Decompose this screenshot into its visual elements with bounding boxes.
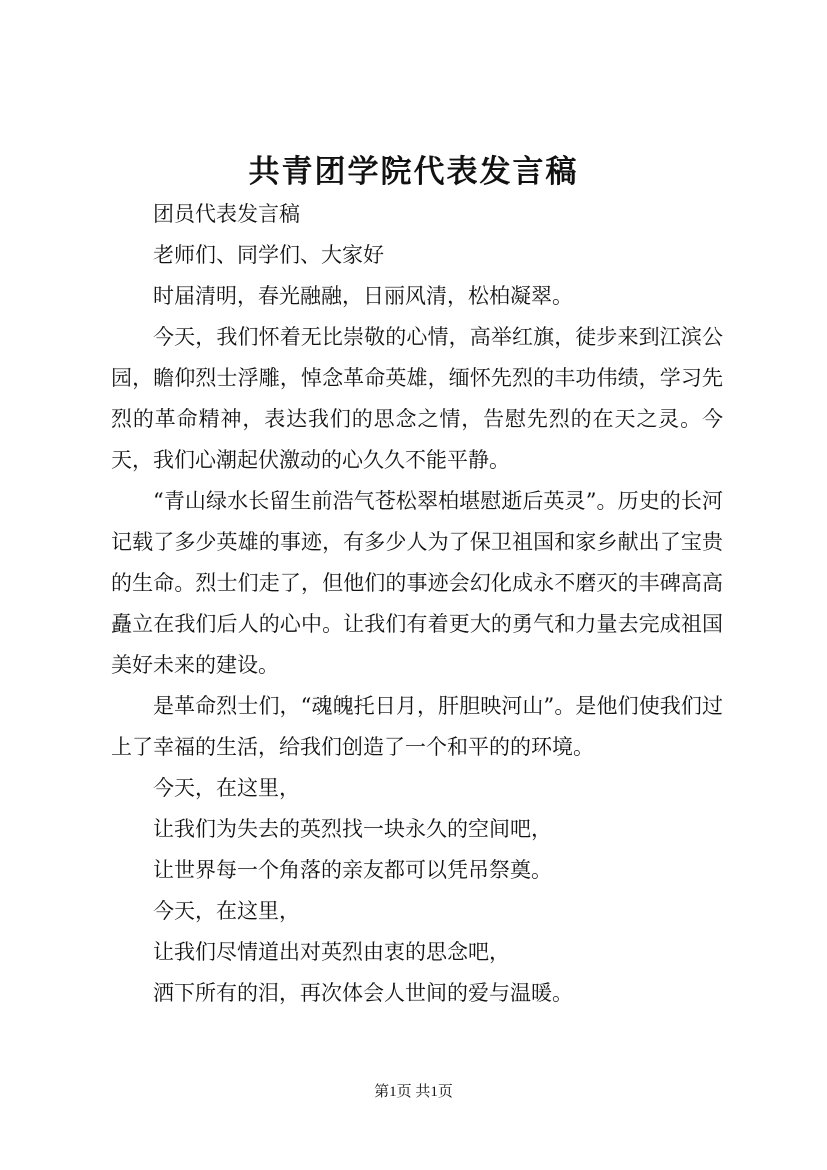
document-title: 共青团学院代表发言稿 [248, 154, 579, 190]
paragraph: 让我们为失去的英烈找一块永久的空间吧， [153, 817, 552, 841]
paragraph: 今天，我们怀着无比崇敬的心情，高举红旗，徒步来到江滨公园，瞻仰烈士浮雕，悼念革命英雄，缅怀先烈的丰功伟绩，学习先烈的革命精神，表达我们的思念之情，告慰先烈的在天之灵。今天，我们心潮起伏激动的心久久不能平静。 [111, 325, 723, 472]
paragraph: 让我们尽情道出对英烈由衷的思念吧， [153, 940, 510, 964]
document-body [111, 194, 723, 1014]
paragraph: 老师们、同学们、大家好 [153, 243, 384, 267]
page-footer: 第1页 共1页 [374, 1084, 453, 1100]
paragraph: 团员代表发言稿 [153, 202, 300, 226]
paragraph: 今天，在这里， [153, 776, 300, 800]
paragraph: 洒下所有的泪，再次体会人世间的爱与温暖。 [153, 981, 573, 1005]
paragraph: 时届清明，春光融融，日丽风清，松柏凝翠。 [153, 284, 573, 308]
paragraph: 让世界每一个角落的亲友都可以凭吊祭奠。 [153, 858, 552, 882]
paragraph: “青山绿水长留生前浩气苍松翠柏堪慰逝后英灵”。历史的长河记载了多少英雄的事迹，有多少人为了保卫祖国和家乡献出了宝贵的生命。烈士们走了，但他们的事迹会幻化成永不磨灭的丰碑高高矗立在我们后人的心中。让我们有着更大的勇气和力量去完成祖国美好未来的建设。 [111, 489, 723, 677]
paragraph: 是革命烈士们，“魂魄托日月，肝胆映河山”。是他们使我们过上了幸福的生活，给我们创造了一个和平的的环境。 [111, 694, 723, 759]
paragraph: 今天，在这里， [153, 899, 300, 923]
